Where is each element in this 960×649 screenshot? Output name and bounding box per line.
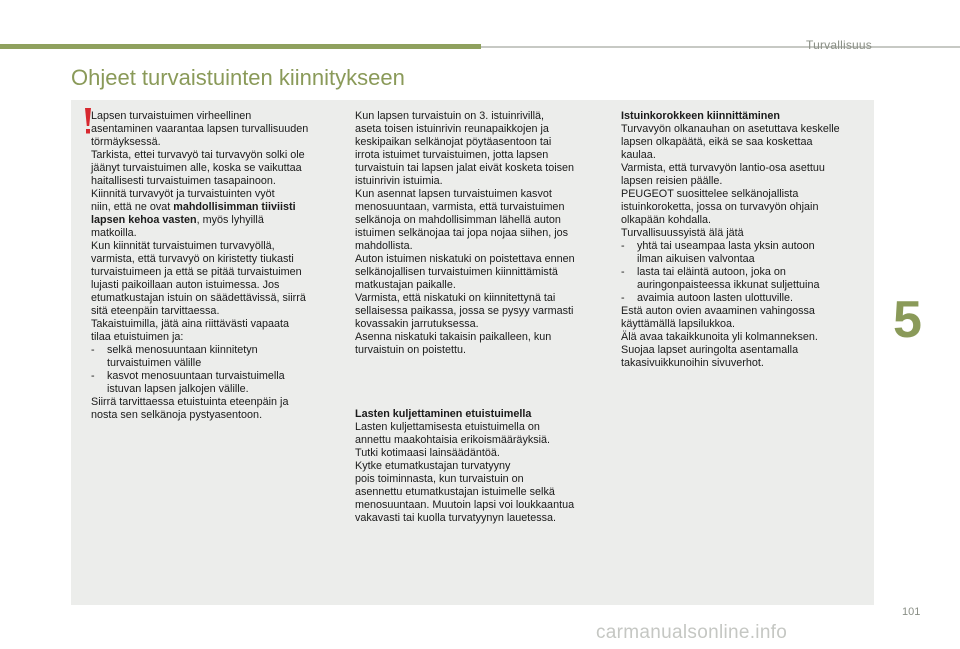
list-item-text (637, 240, 869, 266)
text-line: haitallisesti turvaistuimen tasapainoon. (91, 175, 276, 187)
text-line: nosta sen selkänoja pystyasentoon. (91, 409, 263, 421)
text-line (91, 214, 343, 227)
section-name: Turvallisuus (806, 38, 872, 52)
text-line: istuvan lapsen jalkojen välille. (107, 383, 249, 395)
list-dash: - (621, 292, 625, 304)
list-item-text (637, 266, 869, 292)
text-line: turvaistuin tai lapsen jalat eivät kosketa toisen (355, 162, 575, 174)
text-line: auringonpaisteessa ikkunat suljettuina (637, 279, 820, 291)
warning-text (91, 110, 343, 422)
front-seat-section (355, 408, 605, 525)
text-line: käyttämällä lapsilukkoa. (621, 318, 736, 330)
text-line: takasivuikkunoihin sivuverhot. (621, 357, 764, 369)
text-line: mahdollista. (355, 240, 413, 252)
text-line: Lasten kuljettamisesta etuistuimella on (355, 421, 540, 433)
list-item (621, 240, 869, 266)
text-line: Siirrä tarvittaessa etuistuinta eteenpäin ja (91, 396, 289, 408)
text-line: menosuuntaan, varmista, että turvaistuimen (355, 201, 565, 213)
text-line: asentaminen vaarantaa lapsen turvallisuuden (91, 123, 309, 135)
text-line: sellaisessa paikassa, jossa se pysyy varmasti (355, 305, 574, 317)
header-rule-accent (0, 44, 481, 49)
text-line: kaulaa. (621, 149, 656, 161)
text-line: selkänoja on mahdollisimman lähellä auton (355, 214, 561, 226)
third-row-text (355, 110, 605, 357)
list-item-text (107, 344, 343, 370)
header-rule (481, 46, 960, 48)
text-line: keskipaikan selkänojat pöytäasentoon tai (355, 136, 552, 148)
text-line: Tutki kotimaasi lainsäädäntöä. (355, 447, 500, 459)
text-line (91, 201, 343, 214)
text-line: asennettu etumatkustajan istuimelle selkä (355, 486, 555, 498)
text-line: kasvot menosuuntaan turvaistuimella (107, 370, 285, 382)
list-item (91, 344, 343, 370)
text-line: istuimen selkänojaa tai jopa nojaa siihen, jos (355, 227, 569, 239)
list-item-text (637, 292, 869, 305)
text-line: Lapsen turvaistuimen virheellinen (91, 110, 252, 122)
text-line: turvaistuimeen ja että se pitää turvaistuimen (91, 266, 302, 278)
text-line: aseta toisen istuinrivin reunapaikkojen ja (355, 123, 549, 135)
text-line: etumatkustajan istuin on säädettävissä, siirrä (91, 292, 306, 304)
text-line: istuinkoroketta, jossa on turvavyön ohjain (621, 201, 819, 213)
list-item (621, 292, 869, 305)
text-span: niin, että ne ovat (91, 201, 174, 213)
list-item-text (107, 370, 343, 396)
section-heading: Lasten kuljettaminen etuistuimella (355, 408, 532, 420)
text-span: , myös lyhyillä (196, 214, 264, 226)
text-line: Kun kiinnität turvaistuimen turvavyöllä, (91, 240, 275, 252)
text-line: kovassakin jarrutuksessa. (355, 318, 479, 330)
emphasis-text: lapsen kehoa vasten (91, 214, 197, 226)
page-number: 101 (902, 606, 921, 618)
text-line: Turvavyön olkanauhan on asetuttava keskelle (621, 123, 840, 135)
text-line: Kun lapsen turvaistuin on 3. istuinrivillä, (355, 110, 545, 122)
section-heading: Istuinkorokkeen kiinnittäminen (621, 110, 780, 122)
watermark: carmanualsonline.info (596, 622, 788, 643)
list-dash: - (91, 370, 95, 382)
text-line: matkustajan paikalle. (355, 279, 456, 291)
list-item (91, 370, 343, 396)
text-line: PEUGEOT suosittelee selkänojallista (621, 188, 799, 200)
text-line: pois toiminnasta, kun turvaistuin on (355, 473, 524, 485)
text-line: Tarkista, ettei turvavyö tai turvavyön solki ole (91, 149, 305, 161)
text-line: irrota istuimet turvaistuimen, jotta lapsen (355, 149, 549, 161)
list-dash: - (91, 344, 95, 356)
text-line: lapsen olkapäätä, eikä se saa koskettaa (621, 136, 813, 148)
text-line: Estä auton ovien avaaminen vahingossa (621, 305, 815, 317)
text-line: jäänyt turvaistuimen alle, koska se vaikuttaa (91, 162, 302, 174)
text-line: ilman aikuisen valvontaa (637, 253, 755, 265)
text-line: selkänojallisen turvaistuimen kiinnittämistä (355, 266, 558, 278)
text-line: olkapään kohdalla. (621, 214, 712, 226)
text-line: turvaistuimen välille (107, 357, 202, 369)
text-line: istuinrivin istuimia. (355, 175, 443, 187)
text-line: Asenna niskatuki takaisin paikalleen, kun (355, 331, 552, 343)
chapter-number: 5 (893, 291, 922, 349)
text-line: törmäyksessä. (91, 136, 161, 148)
text-line: Varmista, että niskatuki on kiinnitettynä tai (355, 292, 556, 304)
text-line: Varmista, että turvavyön lantio-osa asettuu (621, 162, 825, 174)
text-line: turvaistuin on poistettu. (355, 344, 467, 356)
text-line: vakavasti tai kuolla turvatyynyn lauetessa. (355, 512, 557, 524)
text-line: lasta tai eläintä autoon, joka on (637, 266, 786, 278)
text-line: matkoilla. (91, 227, 137, 239)
text-line: Turvallisuussyistä älä jätä (621, 227, 744, 239)
text-line: selkä menosuuntaan kiinnitetyn (107, 344, 258, 356)
text-line: annettu maakohtaisia erikoismääräyksiä. (355, 434, 551, 446)
list-dash: - (621, 266, 625, 278)
text-line: varmista, että turvavyö on kiristetty tiukasti (91, 253, 294, 265)
text-line: lujasti paikoillaan auton istuimessa. Jos (91, 279, 280, 291)
text-line: Älä avaa takaikkunoita yli kolmanneksen. (621, 331, 818, 343)
text-line: Kiinnitä turvavyöt ja turvaistuinten vyöt (91, 188, 275, 200)
text-line: sitä eteenpäin tarvittaessa. (91, 305, 220, 317)
text-line: yhtä tai useampaa lasta yksin autoon (637, 240, 815, 252)
list-dash: - (621, 240, 625, 252)
text-line: lapsen reisien päälle. (621, 175, 723, 187)
text-line: avaimia autoon lasten ulottuville. (637, 292, 794, 304)
text-line: Takaistuimilla, jätä aina riittävästi vapaata (91, 318, 290, 330)
emphasis-text: mahdollisimman tiiviisti (173, 201, 296, 213)
text-line: menosuuntaan. Muutoin lapsi voi loukkaantua (355, 499, 575, 511)
text-line: Suojaa lapset auringolta asentamalla (621, 344, 799, 356)
text-line: Kytke etumatkustajan turvatyyny (355, 460, 511, 472)
page-title: Ohjeet turvaistuinten kiinnitykseen (71, 65, 405, 90)
text-line: Kun asennat lapsen turvaistuimen kasvot (355, 188, 552, 200)
text-line: Auton istuimen niskatuki on poistettava ennen (355, 253, 575, 265)
booster-section (621, 110, 869, 370)
list-item (621, 266, 869, 292)
text-line: tilaa etuistuimen ja: (91, 331, 184, 343)
